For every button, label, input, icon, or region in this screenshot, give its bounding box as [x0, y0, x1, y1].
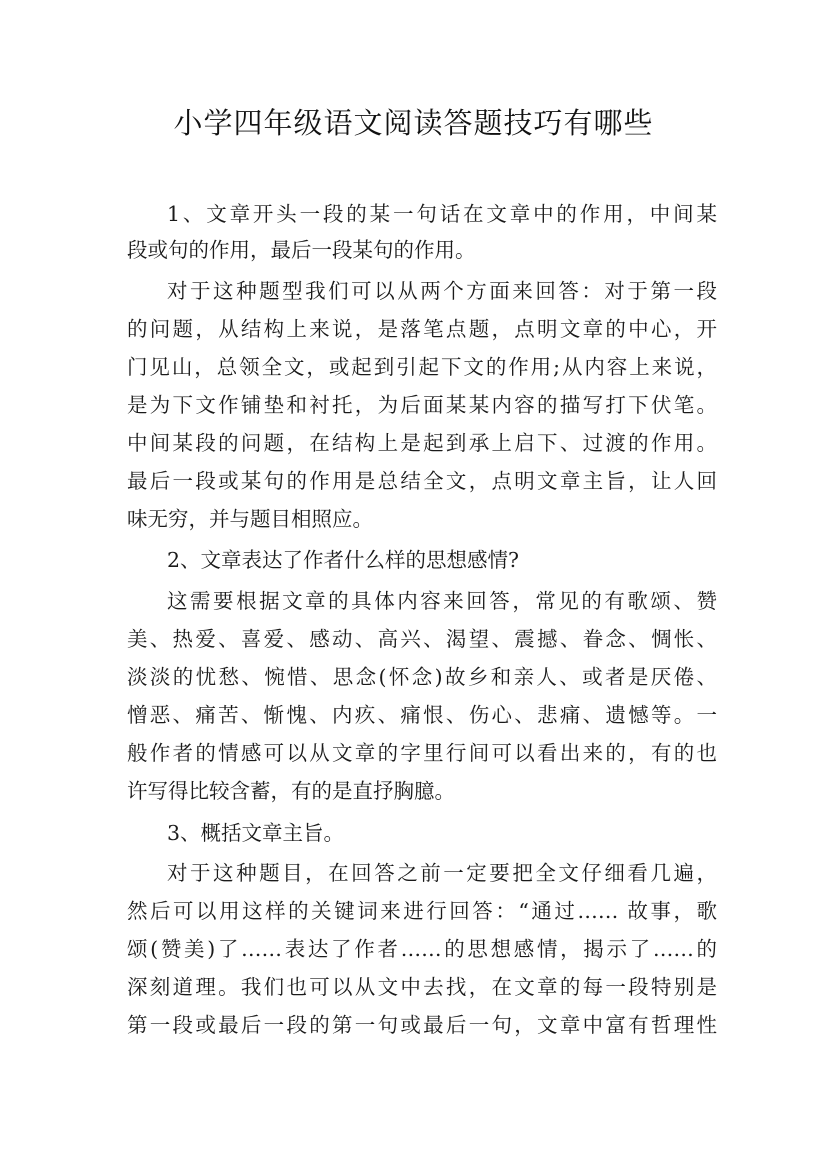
text-line: 颂(赞美)了……表达了作者……的思想感情，揭示了……的: [127, 937, 717, 961]
text-line: 美、热爱、喜爱、感动、高兴、渴望、震撼、眷念、惆怅、: [127, 627, 717, 651]
text-line: 1、文章开头一段的某一句话在文章中的作用，中间某: [167, 202, 717, 226]
section-heading: 3、概括文章主旨。: [167, 821, 345, 845]
text-line: 门见山，总领全文，或起到引起下文的作用;从内容上来说，: [127, 355, 717, 379]
text-line: 是为下文作铺垫和衬托，为后面某某内容的描写打下伏笔。: [127, 393, 717, 417]
text-line: 中间某段的问题，在结构上是起到承上启下、过渡的作用。: [127, 431, 717, 455]
text-line: 深刻道理。我们也可以从文中去找，在文章的每一段特别是: [127, 975, 717, 999]
text-line: 对于这种题目，在回答之前一定要把全文仔细看几遍，: [167, 861, 717, 885]
text-line: 憎恶、痛苦、惭愧、内疚、痛恨、伤心、悲痛、遗憾等。一: [127, 703, 717, 727]
text-line: 味无穷，并与题目相照应。: [127, 507, 373, 531]
text-line: 第一段或最后一段的第一句或最后一句，文章中富有哲理性: [127, 1013, 717, 1037]
text-line: 淡淡的忧愁、惋惜、思念(怀念)故乡和亲人、或者是厌倦、: [127, 665, 717, 689]
text-line: 许写得比较含蓄，有的是直抒胸臆。: [127, 779, 455, 803]
section-heading: 2、文章表达了作者什么样的思想感情?: [167, 548, 520, 572]
text-line: 的问题，从结构上来说，是落笔点题，点明文章的中心，开: [127, 317, 717, 341]
text-line: 般作者的情感可以从文章的字里行间可以看出来的，有的也: [127, 741, 717, 765]
text-line: 这需要根据文章的具体内容来回答，常见的有歌颂、赞: [167, 589, 717, 613]
text-line: 对于这种题型我们可以从两个方面来回答：对于第一段: [167, 279, 717, 303]
text-line: 最后一段或某句的作用是总结全文，点明文章主旨，让人回: [127, 469, 717, 493]
text-line: 然后可以用这样的关键词来进行回答：“通过…… 故事，歌: [127, 899, 717, 923]
page-title: 小学四年级语文阅读答题技巧有哪些: [173, 106, 654, 140]
text-line: 段或句的作用，最后一段某句的作用。: [127, 238, 476, 262]
